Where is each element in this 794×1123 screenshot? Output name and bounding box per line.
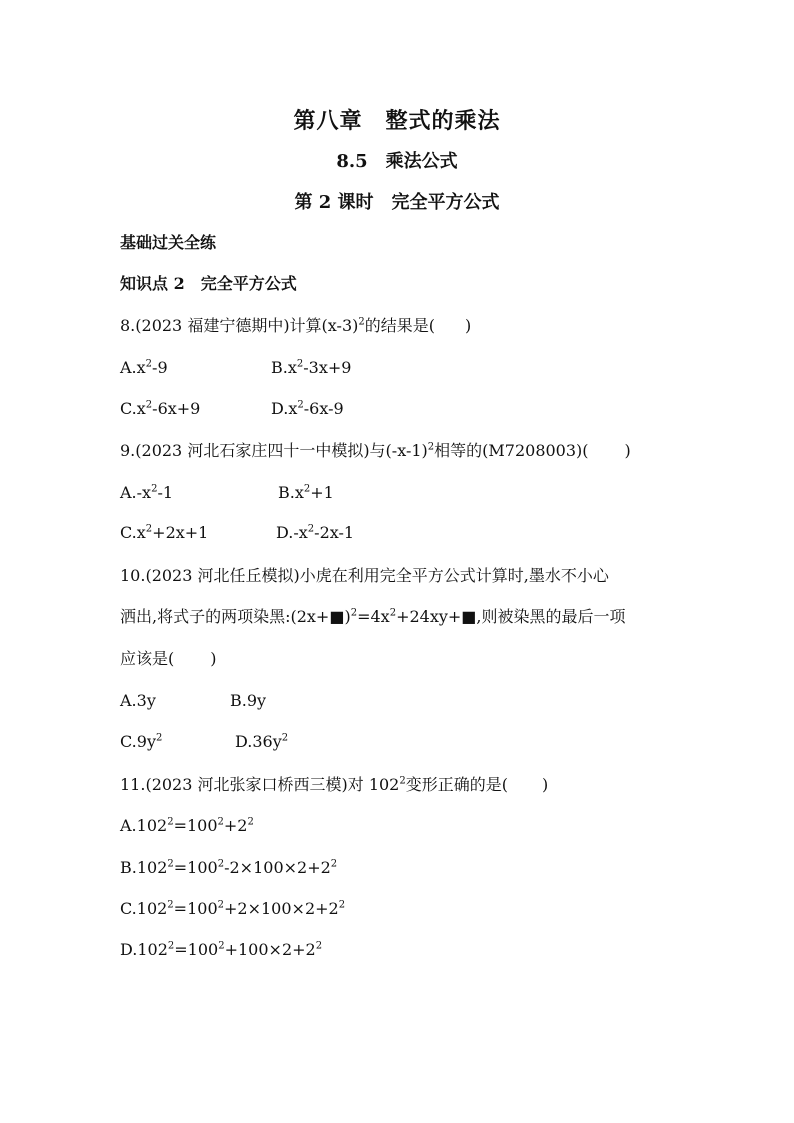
question-11-option-d[interactable]: $D.102^2=100^2+100\times 2+2^2$ <box>120 940 323 959</box>
option-c[interactable]: $C.x^2-6x+9$ <box>120 399 201 418</box>
question-10-line3: 应该是( ) <box>120 649 217 668</box>
option-b[interactable]: $B.x^2+1$ <box>278 483 334 502</box>
option-c[interactable]: $C.x^2+2x+1$ <box>120 523 209 542</box>
option-a[interactable]: $A.x^2-9$ <box>120 358 168 377</box>
question-9-stem: 9.(2023 河北石家庄四十一中模拟)与$(-x-1)^2$相等的(M7208003)( ) <box>120 441 631 460</box>
question-8-options-row1 <box>120 357 351 379</box>
question-10-options-row1 <box>120 690 266 712</box>
lesson-title: 第 2 课时 完全平方公式 <box>294 192 500 213</box>
question-8-stem: 8.(2023 福建宁德期中)计算$(x-3)^2$的结果是( ) <box>120 316 472 335</box>
option-a[interactable]: A.3y <box>120 691 156 710</box>
question-11-stem: 11.(2023 河北张家口桥西三模)对 $102^2$变形正确的是( ) <box>120 775 549 794</box>
section-label: 基础过关全练 <box>120 233 217 252</box>
question-10-options-row2 <box>120 731 288 753</box>
question-10-line2: 洒出,将式子的两项染黑$:(2x+■)^2=4x^2+24xy+■$,则被染黑的最后一项 <box>120 607 626 626</box>
option-d[interactable]: $D.x^2-6x-9$ <box>271 399 344 418</box>
question-10-line1: 10.(2023 河北任丘模拟)小虎在利用完全平方公式计算时,墨水不小心 <box>120 566 609 585</box>
question-11-option-c[interactable]: $C.102^2=100^2+2\times 100\times 2+2^2$ <box>120 899 346 918</box>
option-d[interactable]: $D.36y^2$ <box>235 732 289 751</box>
question-9-options-row2 <box>120 522 354 544</box>
option-b[interactable]: B.9y <box>230 691 267 710</box>
question-11-option-a[interactable]: $A.102^2=100^2+2^2$ <box>120 816 254 835</box>
knowledge-point: 知识点 2 完全平方公式 <box>120 274 297 293</box>
option-b[interactable]: $B.x^2-3x+9$ <box>271 358 352 377</box>
question-8-options-row2 <box>120 398 344 420</box>
option-a[interactable]: $A.-x^2-1$ <box>120 483 174 502</box>
question-11-option-b[interactable]: $B.102^2=100^2-2\times 100\times 2+2^2$ <box>120 858 338 877</box>
section-title: 8.5 乘法公式 <box>336 151 458 172</box>
question-9-options-row1 <box>120 482 334 504</box>
chapter-title: 第八章 整式的乘法 <box>293 108 501 134</box>
option-c[interactable]: $C.9y^2$ <box>120 732 163 751</box>
option-d[interactable]: $D.-x^2-2x-1$ <box>276 523 355 542</box>
